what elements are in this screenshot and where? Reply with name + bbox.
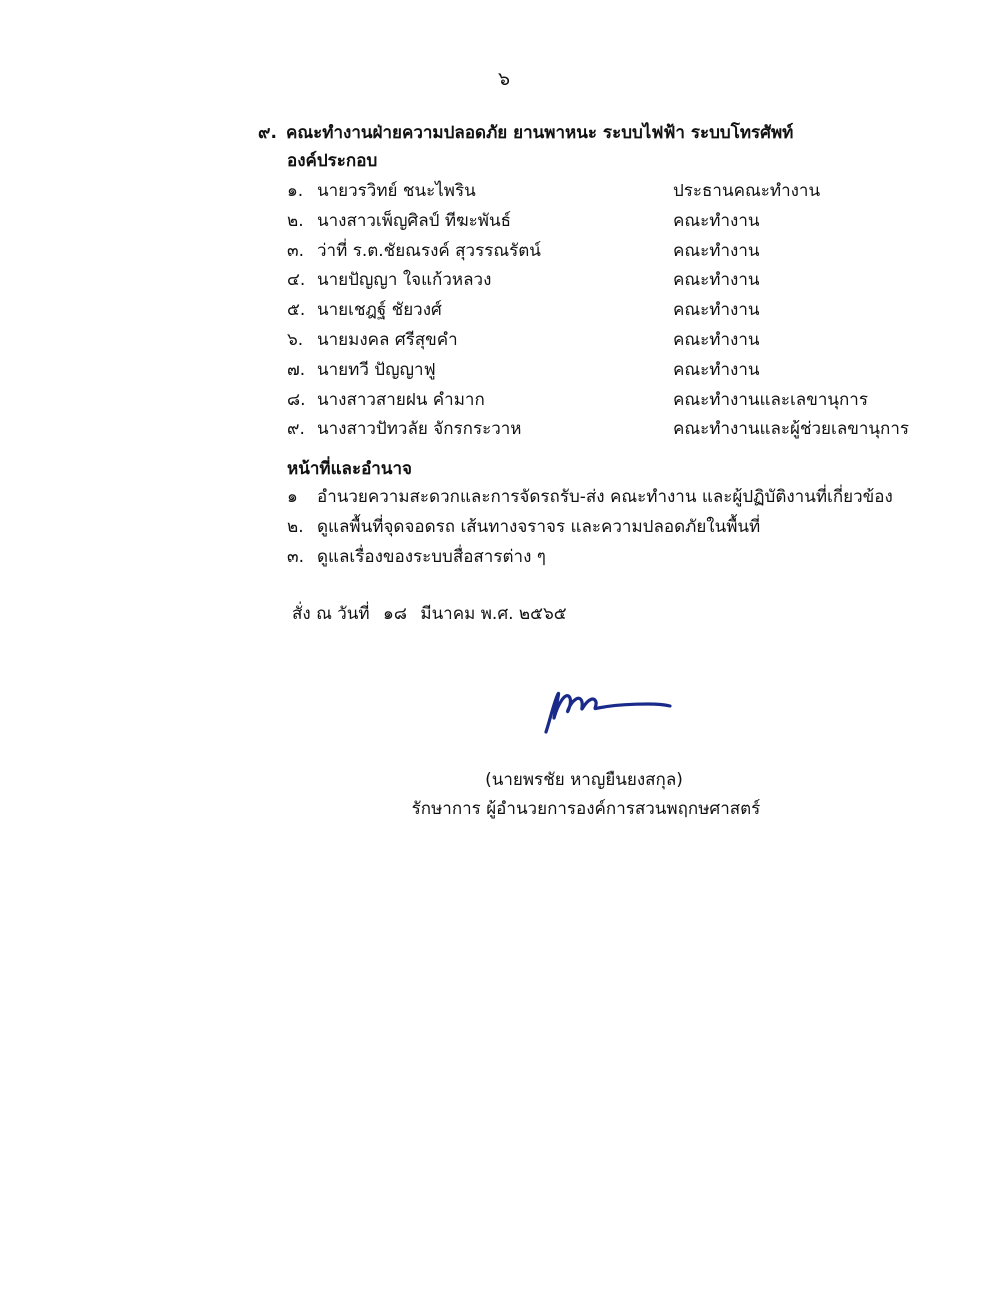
section-title: คณะทำงานฝ่ายความปลอดภัย ยานพาหนะ ระบบไฟฟ้า ระบบโทรศัพท์ bbox=[286, 123, 794, 143]
duty-number: ๓. bbox=[287, 547, 305, 567]
member-name: นางสาวปัทวลัย จักรกระวาห bbox=[317, 419, 522, 440]
duty-item bbox=[287, 482, 927, 512]
member-role: คณะทำงาน bbox=[673, 270, 760, 291]
member-role: คณะทำงาน bbox=[673, 240, 760, 261]
duty-number: ๑ bbox=[287, 487, 298, 507]
member-role: คณะทำงาน bbox=[673, 329, 760, 350]
member-row bbox=[287, 207, 927, 237]
section-heading bbox=[258, 119, 793, 146]
member-name: นางสาวเพ็ญศิลป์ ทีฆะพันธ์ bbox=[317, 210, 511, 231]
member-number: ๖. bbox=[287, 329, 304, 350]
member-number: ๒. bbox=[287, 210, 304, 231]
member-name: นายปัญญา ใจแก้วหลวง bbox=[317, 270, 492, 291]
member-role: คณะทำงาน bbox=[673, 359, 760, 380]
member-number: ๘. bbox=[287, 389, 306, 410]
duty-text: ดูแลพื้นที่จุดจอดรถ เส้นทางจราจร และความปลอดภัยในพื้นที่ bbox=[317, 517, 761, 537]
member-name: นายเชฎฐ์ ชัยวงศ์ bbox=[317, 300, 442, 321]
member-role: คณะทำงาน bbox=[673, 210, 760, 231]
duty-list bbox=[287, 482, 927, 572]
member-role: คณะทำงาน bbox=[673, 300, 760, 321]
member-row bbox=[287, 266, 927, 296]
duty-number: ๒. bbox=[287, 517, 304, 537]
member-role: ประธานคณะทำงาน bbox=[673, 181, 821, 201]
member-row bbox=[287, 237, 927, 267]
member-number: ๕. bbox=[287, 300, 306, 321]
duty-text: ดูแลเรื่องของระบบสื่อสารต่าง ๆ bbox=[317, 547, 546, 567]
handwritten-signature bbox=[536, 680, 676, 740]
member-row bbox=[287, 296, 927, 326]
composition-heading: องค์ประกอบ bbox=[287, 151, 378, 171]
order-date-prefix: สั่ง ณ วันที่ bbox=[292, 604, 370, 624]
section-number: ๙. bbox=[258, 123, 277, 143]
member-row bbox=[287, 356, 927, 386]
duty-item bbox=[287, 512, 927, 542]
member-number: ๙. bbox=[287, 419, 305, 440]
signer-title: รักษาการ ผู้อำนวยการองค์การสวนพฤกษศาสตร์ bbox=[411, 799, 761, 819]
member-name: นายวรวิทย์ ชนะไพริน bbox=[317, 181, 476, 201]
member-row bbox=[287, 177, 927, 207]
order-date bbox=[292, 600, 575, 627]
member-name: ว่าที่ ร.ต.ชัยณรงค์ สุวรรณรัตน์ bbox=[317, 240, 541, 261]
member-number: ๔. bbox=[287, 270, 306, 291]
member-row bbox=[287, 386, 927, 416]
duty-text: อำนวยความสะดวกและการจัดรถรับ-ส่ง คณะทำงาน และผู้ปฏิบัติงานที่เกี่ยวข้อง bbox=[317, 487, 893, 507]
order-date-month-year: มีนาคม พ.ศ. ๒๕๖๕ bbox=[420, 604, 567, 624]
duties-heading: หน้าที่และอำนาจ bbox=[287, 459, 412, 479]
signer-name: (นายพรชัย หาญยืนยงสกุล) bbox=[485, 770, 683, 790]
member-number: ๓. bbox=[287, 240, 305, 261]
order-date-day: ๑๘ bbox=[383, 604, 407, 624]
member-number: ๑. bbox=[287, 181, 304, 201]
member-name: นางสาวสายฝน คำมาก bbox=[317, 389, 485, 410]
member-name: นายทวี ปัญญาฟู bbox=[317, 359, 436, 380]
member-row bbox=[287, 326, 927, 356]
duty-item bbox=[287, 542, 927, 572]
page-number: ๖ bbox=[497, 68, 511, 90]
signature-stroke bbox=[546, 693, 670, 732]
member-role: คณะทำงานและเลขานุการ bbox=[673, 389, 868, 410]
member-number: ๗. bbox=[287, 359, 306, 380]
member-row bbox=[287, 415, 927, 445]
member-list bbox=[287, 177, 927, 445]
member-role: คณะทำงานและผู้ช่วยเลขานุการ bbox=[673, 419, 909, 440]
member-name: นายมงคล ศรีสุขคำ bbox=[317, 329, 458, 350]
